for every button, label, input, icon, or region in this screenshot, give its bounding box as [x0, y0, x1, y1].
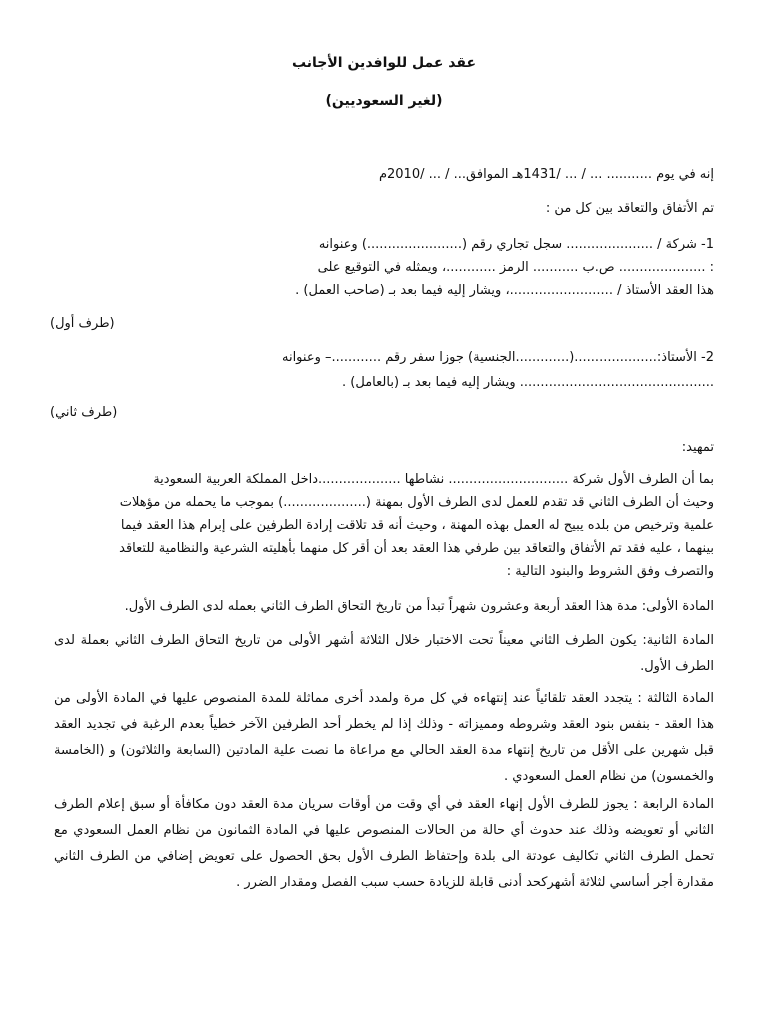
party2-tag: (طرف ثاني) [50, 405, 118, 420]
preamble-line1: بما أن الطرف الأول شركة ............................. نشاطها ....................داخل المملكة العربية السعودية [153, 472, 714, 487]
article-2: المادة الثانية: يكون الطرف الثاني معيناً تحت الاختبار خلال الثلاثة أشهر الأولى من تاريخ التحاق الطرف الثاني بعملة لدى الطرف الأول. [54, 633, 714, 674]
party1-line3: هذا العقد الأستاذ / .........................، ويشار إليه فيما بعد بـ (صاحب العمل) . [295, 283, 714, 298]
preamble-heading: تمهيد: [681, 440, 714, 455]
article-4: المادة الرابعة : يجوز للطرف الأول إنهاء العقد في أي وقت من أوقات سريان مدة العقد دون مكافأة أو سبق إعلام الطرف الثاني أو تعويضه وذلك عند حدوث أي حالة من الحالات المنصوص عليها في المادة الثمانون من نظام العمل السعودي مع تحمل الطرف الثاني تكاليف عودتة الى بلدة وإحتفاظ الطرف الأول بحق الحصول على تعويض إضافي من الطرف الثاني مقدارة أجر أساسي لثلاثة أشهركحد أدنى قابلة للزيادة حسب سبب الفصل ومقدار الضرر . [54, 797, 714, 890]
preamble-line3: علمية وترخيص من بلده يبيح له العمل بهذه المهنة ، وحيث أنه قد تلاقت إرادة الطرفين على إبرام هذا العقد فيما [120, 518, 714, 533]
party1-line1: 1- شركة / ..................... سجل تجاري رقم (.......................) وعنوانه [318, 237, 714, 252]
date-line: إنه في يوم ........... ... / ... /1431هـ الموافق... / ... /2010م [378, 167, 714, 182]
article-1: المادة الأولى: مدة هذا العقد أربعة وعشرون شهراً تبدأ من تاريخ التحاق الطرف الثاني بعمله لدى الطرف الأول. [124, 599, 714, 614]
article-3: المادة الثالثة : يتجدد العقد تلقائياً عند إنتهاءه في كل مرة ولمدد أخرى مماثلة للمدة المنصوص عليها في المادة الأولى من هذا العقد - بنفس بنود العقد وشروطه ومميزاته - وذلك إذا لم يخطر أحد الطرفين الآخر خطياً بعدم الرغبة في تجديد العقد قبل شهرين على الأقل من تاريخ إنتهاء مدة العقد الحالي مع مراعاة ما نصت علية المادتين (السابعة والثلاثون) و (الخامسة والخمسون) من نظام العمل السعودي . [54, 691, 714, 784]
contract-subtitle: (لغير السعوديين) [325, 93, 443, 109]
preamble-line5: والتصرف وفق الشروط والبنود التالية : [506, 564, 714, 579]
party1-tag: (طرف أول) [50, 316, 115, 331]
party1-line2: : ..................... ص.ب ........... الرمز ............، ويمثله في التوقيع على [317, 260, 714, 275]
agreement-line: تم الأتفاق والتعاقد بين كل من : [545, 201, 714, 216]
party2-line1: 2- الأستاذ:....................(.............الجنسية) جوزا سفر رقم ............– وعنوانه [281, 350, 714, 365]
contract-title: عقد عمل للوافدين الأجانب [291, 55, 477, 71]
party2-line2: ............................................... ويشار إليه فيما بعد بـ (بالعامل) . [342, 375, 714, 390]
preamble-line4: بينهما ، عليه فقد تم الأتفاق والتعاقد بين طرفي هذا العقد بعد أن أقر كل منهما بأهليته الشرعية والنظامية للتعاقد [119, 541, 714, 556]
preamble-line2: وحيث أن الطرف الثاني قد تقدم للعمل لدى الطرف الأول بمهنة (....................) بموجب ما يحمله من مؤهلات [119, 495, 714, 510]
